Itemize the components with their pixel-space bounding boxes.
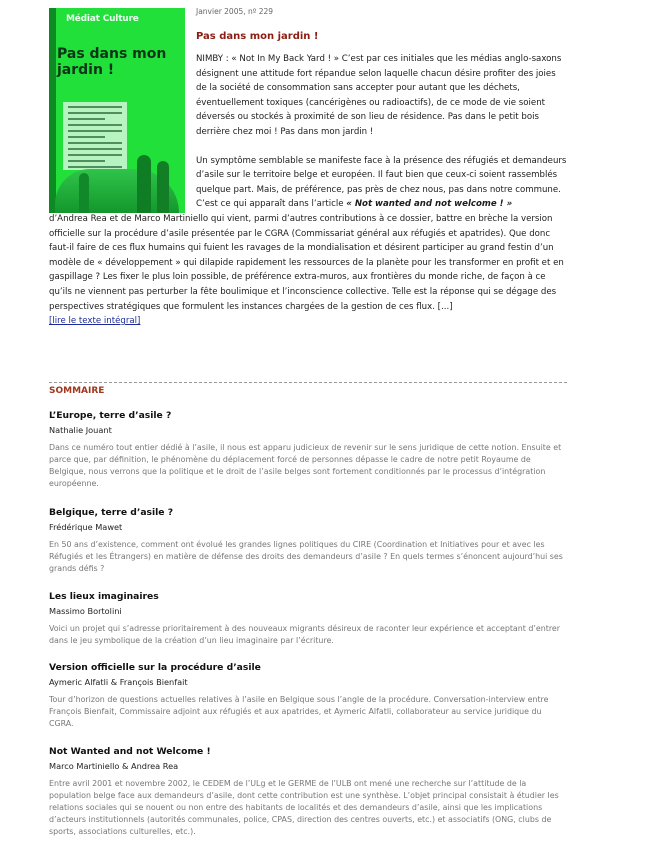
article-entry (49, 745, 564, 838)
article-author: Nathalie Jouant (49, 425, 112, 435)
article-title[interactable]: Belgique, terre d’asile ? (49, 507, 174, 518)
article-title[interactable]: Les lieux imaginaires (49, 591, 159, 602)
article-author: Frédérique Mawet (49, 522, 123, 532)
article-summary: Voici un projet qui s’adresse prioritairement à des nouveaux migrants désireux de raconter leur expérience et acceptant d’entrer dans le jeu symbolique de la création d’un lieu imaginaire par l’écriture. (49, 624, 560, 645)
article-title[interactable]: Version officielle sur la procédure d’asile (49, 662, 261, 673)
article-entry (49, 590, 564, 647)
article-entry (49, 506, 564, 575)
article-author: Massimo Bortolini (49, 606, 122, 616)
article-author: Aymeric Alfatli & François Bienfait (49, 677, 188, 687)
article-summary: Tour d’horizon de questions actuelles relatives à l’asile en Belgique sous l’angle de la procédure. Conversation-interview entre François Bienfait, Commissaire adjoint aux réfugiés et aux apatrides, et Aymeric Alfatli, collaborateur au service juridique du CGRA. (49, 695, 549, 728)
article-title[interactable]: Not Wanted and not Welcome ! (49, 746, 211, 757)
article-entry (49, 661, 564, 730)
article-reference: « Not wanted and not welcome ! » (346, 199, 513, 210)
article-title[interactable]: L’Europe, terre d’asile ? (49, 410, 172, 421)
cover-title: Pas dans mon jardin ! (57, 46, 167, 78)
cover-brand: Médiat Culture (66, 14, 139, 24)
section-heading-sommaire: SOMMAIRE (49, 386, 105, 396)
article-summary: Entre avril 2001 et novembre 2002, le CEDEM de l’ULg et le GERME de l’ULB ont mené une recherche sur l’attitude de la population belge face aux demandeurs d’asile, dont cette contribution est une synthèse. L’objet principal consistait à étudier les relations sociales qui se nouent ou non entre des habitants de localités et des demandeurs d’asile, ainsi que les implications d’acteurs institutionnels (autorités communales, police, CPAS, direction des centres ouverts, etc.) et associatifs (ONG, clubs de sports, associations culturelles, etc.). (49, 779, 559, 836)
editorial-paragraph: NIMBY : « Not In My Back Yard ! » C’est par ces initiales que les médias anglo-saxons désignent une attitude fort répandue selon laquelle chacun désire profiter des joies de la société de consommation sans accepter pour autant que les déchets, éventuellement toxiques (cancérigènes ou radioactifs), de ce mode de vie soient déversés ou stockés à proximité de son lieu de résidence. Pas dans le petit bois derrière chez moi ! Pas dans mon jardin ! (196, 54, 562, 137)
editorial-text (49, 52, 567, 329)
section-divider (49, 382, 567, 383)
page-title: Pas dans mon jardin ! (196, 31, 319, 42)
editorial-text-run: Un symptôme semblable se manifeste face à la présence des réfugiés et demandeurs d’asile sur le territoire belge et européen. Il faut bien que ceux-ci soient rassemblés quelque part. Mais, de préférence, pas près de chez nous, pas dans notre commune. C’est ce qui apparaît dans l’article (196, 155, 567, 210)
read-full-text-link[interactable]: [lire le texte intégral] (49, 316, 141, 327)
article-author: Marco Martiniello & Andrea Rea (49, 761, 179, 771)
issue-date: Janvier 2005, nº 229 (196, 7, 274, 16)
article-summary: Dans ce numéro tout entier dédié à l’asile, il nous est apparu judicieux de revenir sur le sens juridique de cette notion. Ensuite et parce que, par définition, le phénomène du déplacement forcé de personnes dépasse le cadre de notre petit Royaume de Belgique, nous verrons que la politique et le droit de l’asile belges sont fortement conditionnés par le processus d’intégration européenne. (49, 443, 562, 488)
article-summary: En 50 ans d’existence, comment ont évolué les grandes lignes politiques du CIRE (Coordination et Initiatives pour et avec les Réfugiés et les Étrangers) en matière de défense des droits des demandeurs d’asile ? En quels termes s’énoncent aujourd’hui ses grands défis ? (49, 540, 563, 573)
editorial-paragraph-continued: d’Andrea Rea et de Marco Martiniello qui vient, parmi d’autres contributions à ce dossier, battre en brèche la version officielle sur la procédure d’asile présentée par le CGRA (Commissariat général aux réfugiés et apatrides). Que donc faut-il faire de ces flux humains qui fuient les ravages de la mondialisation et désirent participer au grand festin d’un modèle de « développement » qui dilapide rapidement les ressources de la planète pour les transformer en profit et en gaspillage ? Les fixer le plus loin possible, de préférence extra-muros, aux frontières du monde riche, de façon à ce qu’ils ne viennent pas perturber la fête boulimique et l’inconscience collective. Telle est la réponse qui se dégage des perspectives stratégiques que formulent les instances chargées de la gestion de ces flux. [...] (49, 213, 564, 312)
article-entry (49, 409, 564, 490)
